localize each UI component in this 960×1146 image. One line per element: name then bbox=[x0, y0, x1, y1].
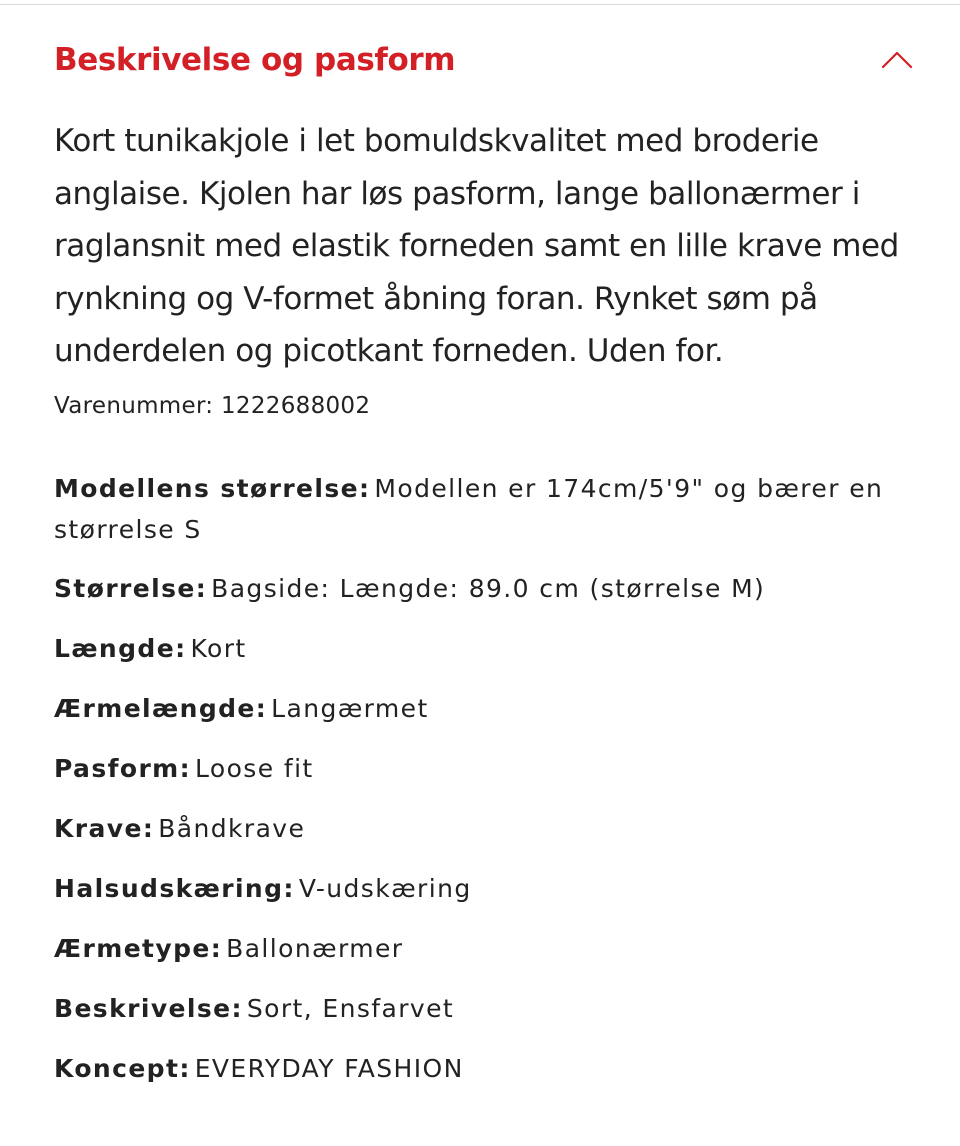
attribute-value: Ballonærmer bbox=[226, 934, 404, 963]
attribute-sleeve-type bbox=[54, 928, 914, 969]
attribute-label: Ærmetype: bbox=[54, 934, 223, 963]
attribute-value: Loose fit bbox=[195, 754, 314, 783]
attribute-collar bbox=[54, 808, 914, 849]
attribute-label: Pasform: bbox=[54, 754, 192, 783]
attribute-label: Modellens størrelse: bbox=[54, 474, 371, 503]
attribute-value: Bagside: Længde: 89.0 cm (størrelse M) bbox=[211, 574, 766, 603]
accordion-header[interactable] bbox=[54, 36, 914, 84]
attribute-label: Ærmelængde: bbox=[54, 694, 268, 723]
attribute-size bbox=[54, 568, 914, 609]
attribute-label: Størrelse: bbox=[54, 574, 208, 603]
attribute-value: V-udskæring bbox=[298, 874, 472, 903]
attribute-model-size bbox=[54, 468, 914, 550]
product-attributes bbox=[54, 468, 914, 1089]
attribute-label: Krave: bbox=[54, 814, 155, 843]
attribute-sleeve-length bbox=[54, 688, 914, 729]
attribute-label: Længde: bbox=[54, 634, 187, 663]
attribute-fit bbox=[54, 748, 914, 789]
chevron-up-icon[interactable] bbox=[880, 48, 914, 72]
attribute-value: Langærmet bbox=[271, 694, 429, 723]
attribute-label: Koncept: bbox=[54, 1054, 191, 1083]
attribute-value: Båndkrave bbox=[158, 814, 306, 843]
attribute-value: Modellen er 174cm/5'9" og bærer en størrelse S bbox=[54, 474, 884, 544]
attribute-length bbox=[54, 628, 914, 669]
attribute-value: Sort, Ensfarvet bbox=[246, 994, 455, 1023]
attribute-value: Kort bbox=[190, 634, 247, 663]
attribute-label: Beskrivelse: bbox=[54, 994, 243, 1023]
product-description: Kort tunikakjole i let bomuldskvalitet med broderie anglaise. Kjolen har løs pasform, lange ballonærmer i raglansnit med elastik forneden samt en lille krave med rynkning og V-formet åbning foran. Rynket søm på underdelen og picotkant forneden. Uden for. bbox=[54, 123, 899, 369]
attribute-value: EVERYDAY FASHION bbox=[194, 1054, 464, 1083]
attribute-concept bbox=[54, 1048, 914, 1089]
accordion-title: Beskrivelse og pasform bbox=[54, 42, 456, 78]
attribute-neckline bbox=[54, 868, 914, 909]
article-number: Varenummer: 1222688002 bbox=[54, 393, 371, 419]
attribute-label: Halsudskæring: bbox=[54, 874, 295, 903]
attribute-description bbox=[54, 988, 914, 1029]
